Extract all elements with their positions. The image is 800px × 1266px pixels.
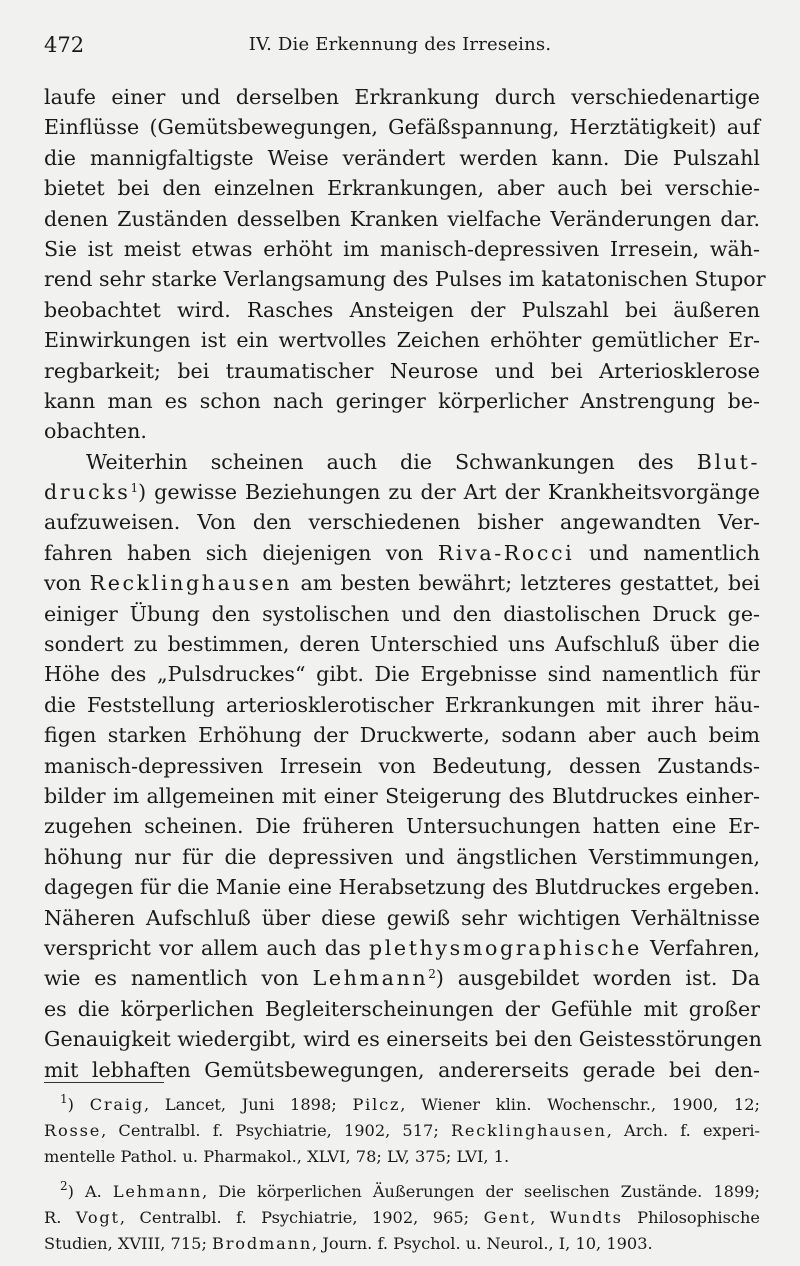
emphasis-text: plethysmographische [368, 935, 642, 960]
text-run: , Centralbl. f. Psychiatrie, 1902, 517; [101, 1121, 451, 1141]
footnote-marker: 2 [60, 1178, 68, 1193]
footnote-ref: 2 [428, 967, 436, 982]
text-line: die mannigfaltigste Weise verändert werden kann. Die Pulszahl [44, 145, 760, 170]
text-run: Philosophische [622, 1207, 760, 1227]
emphasis-text: Lehmann [312, 966, 429, 991]
running-title: IV. Die Erkennung des Irreseins. [248, 34, 552, 55]
emphasis-text: Riva-Rocci [437, 540, 575, 565]
text-line: dagegen für die Manie eine Herabsetzung des Blutdruckes ergeben. [44, 875, 761, 900]
text-line: obachten. [44, 419, 147, 444]
text-line: beobachtet wird. Rasches Ansteigen der Pulszahl bei äußeren [44, 297, 760, 322]
footnote-line [44, 1179, 760, 1205]
text-line [44, 933, 760, 963]
author-name: Recklinghausen [450, 1121, 607, 1141]
footnote-line [44, 1205, 760, 1231]
text-line: bietet bei den einzelnen Erkrankungen, aber auch bei verschie- [44, 176, 760, 201]
text-line: einiger Übung den systolischen und den diastolischen Druck ge- [44, 601, 760, 626]
text-line: Sie ist meist etwas erhöht im manisch-depressiven Irresein, wäh- [44, 236, 760, 261]
page-number: 472 [44, 33, 85, 57]
text-line: die Feststellung arteriosklerotischer Erkrankungen mit ihrer häu- [44, 692, 760, 717]
text-line: rend sehr starke Verlangsamung des Pulses im katatonischen Stupor [44, 267, 766, 292]
text-line: aufzuweisen. Von den verschiedenen bisher angewandten Ver- [44, 510, 760, 535]
text-run: von [44, 571, 90, 596]
footnote-line [44, 1118, 760, 1144]
text-line: es die körperlichen Begleiterscheinungen der Gefühle mit großer [44, 996, 760, 1021]
text-run: ) A. [67, 1181, 113, 1201]
footnote-ref: 1 [130, 481, 139, 496]
text-run: ) gewisse Beziehungen zu der Art der Krankheitsvorgänge [138, 480, 760, 505]
emphasis-text: drucks [44, 480, 131, 505]
footnotes [44, 1092, 760, 1257]
text-line [44, 538, 760, 568]
author-name: Brodmann [212, 1233, 313, 1253]
text-run: , Arch. f. experi- [606, 1121, 760, 1141]
text-run: , Lancet, Juni 1898; [144, 1095, 353, 1114]
text-run: wie es namentlich von [44, 966, 313, 991]
text-line: höhung nur für die depressiven und ängstlichen Verstimmungen, [44, 844, 760, 869]
page-header [44, 33, 756, 61]
text-run: verspricht vor allem auch das [44, 935, 369, 960]
text-line: bilder im allgemeinen mit einer Steigerung des Blutdruckes einher- [44, 783, 760, 808]
text-line: sondert zu bestimmen, deren Unterschied uns Aufschluß über die [44, 632, 760, 657]
author-name: Pilcz [352, 1095, 401, 1114]
author-name: Craig [89, 1095, 145, 1114]
text-line [44, 963, 760, 993]
text-line [44, 477, 760, 507]
author-name: Vogt [75, 1207, 120, 1227]
text-line: Einflüsse (Gemütsbewegungen, Gefäßspannung, Herztätigkeit) auf [44, 115, 760, 140]
text-line: kann man es schon nach geringer körperlicher Anstrengung be- [44, 388, 760, 413]
text-run: am besten bewährt; letzteres gestattet, bei [292, 571, 761, 596]
text-line: mit lebhaften Gemütsbewegungen, andererseits gerade bei den- [44, 1057, 760, 1082]
author-name: Gent [483, 1207, 531, 1227]
text-line: manisch-depressiven Irresein von Bedeutung, dessen Zustands- [44, 753, 760, 778]
text-run: und namentlich [574, 540, 761, 565]
text-run: ) [67, 1095, 90, 1114]
author-name: Rosse [44, 1121, 102, 1141]
emphasis-text: Blut- [696, 449, 760, 474]
text-line [44, 568, 760, 598]
text-line: figen starken Erhöhung der Druckwerte, sodann aber auch beim [44, 723, 760, 748]
text-line: laufe einer und derselben Erkrankung durch verschiedenartige [44, 85, 760, 109]
text-run: ) ausgebildet worden ist. Da [435, 966, 760, 991]
text-line: Genauigkeit wiedergibt, wird es einerseits bei den Geistesstörungen [44, 1027, 762, 1052]
text-run: , Centralbl. f. Psychiatrie, 1902, 965; [119, 1207, 484, 1227]
text-line: zugehen scheinen. Die früheren Untersuchungen hatten eine Er- [44, 814, 760, 839]
body-text [44, 82, 766, 1085]
text-line: regbarkeit; bei traumatischer Neurose und bei Arteriosklerose [44, 358, 760, 383]
text-run: Studien, XVIII, 715; [44, 1233, 213, 1253]
footnote-line [44, 1092, 760, 1118]
footnote-line [44, 1231, 760, 1257]
author-name: Lehmann [112, 1181, 203, 1201]
text-run: , [530, 1207, 550, 1227]
text-line: Näheren Aufschluß über diese gewiß sehr wichtigen Verhältnisse [44, 905, 760, 930]
text-line: Höhe des „Pulsdruckes“ gibt. Die Ergebnisse sind namentlich für [44, 662, 760, 687]
text-line: Einwirkungen ist ein wertvolles Zeichen erhöhter gemütlicher Er- [44, 328, 760, 353]
footnote-spacer [44, 1171, 760, 1179]
emphasis-text: Recklinghausen [89, 571, 293, 596]
footnote-marker: 1 [60, 1092, 68, 1106]
author-name: Wundts [549, 1207, 623, 1227]
text-run: Weiterhin scheinen auch die Schwankungen des [86, 449, 697, 474]
footnote-divider [44, 1082, 164, 1083]
text-run: fahren haben sich diejenigen von [44, 540, 438, 565]
text-run: R. [44, 1207, 76, 1227]
text-line [44, 447, 760, 477]
text-run: Verfahren, [641, 935, 760, 960]
text-run: , Wiener klin. Wochenschr., 1900, 12; [400, 1095, 760, 1114]
text-run: , Journ. f. Psychol. u. Neurol., I, 10, 1903. [312, 1233, 653, 1253]
footnote-line: mentelle Pathol. u. Pharmakol., XLVI, 78; LV, 375; LVI, 1. [44, 1147, 510, 1167]
text-run: , Die körperlichen Äußerungen der seelischen Zustände. 1899; [202, 1181, 760, 1201]
text-line: denen Zuständen desselben Kranken vielfache Veränderungen dar. [44, 206, 760, 231]
